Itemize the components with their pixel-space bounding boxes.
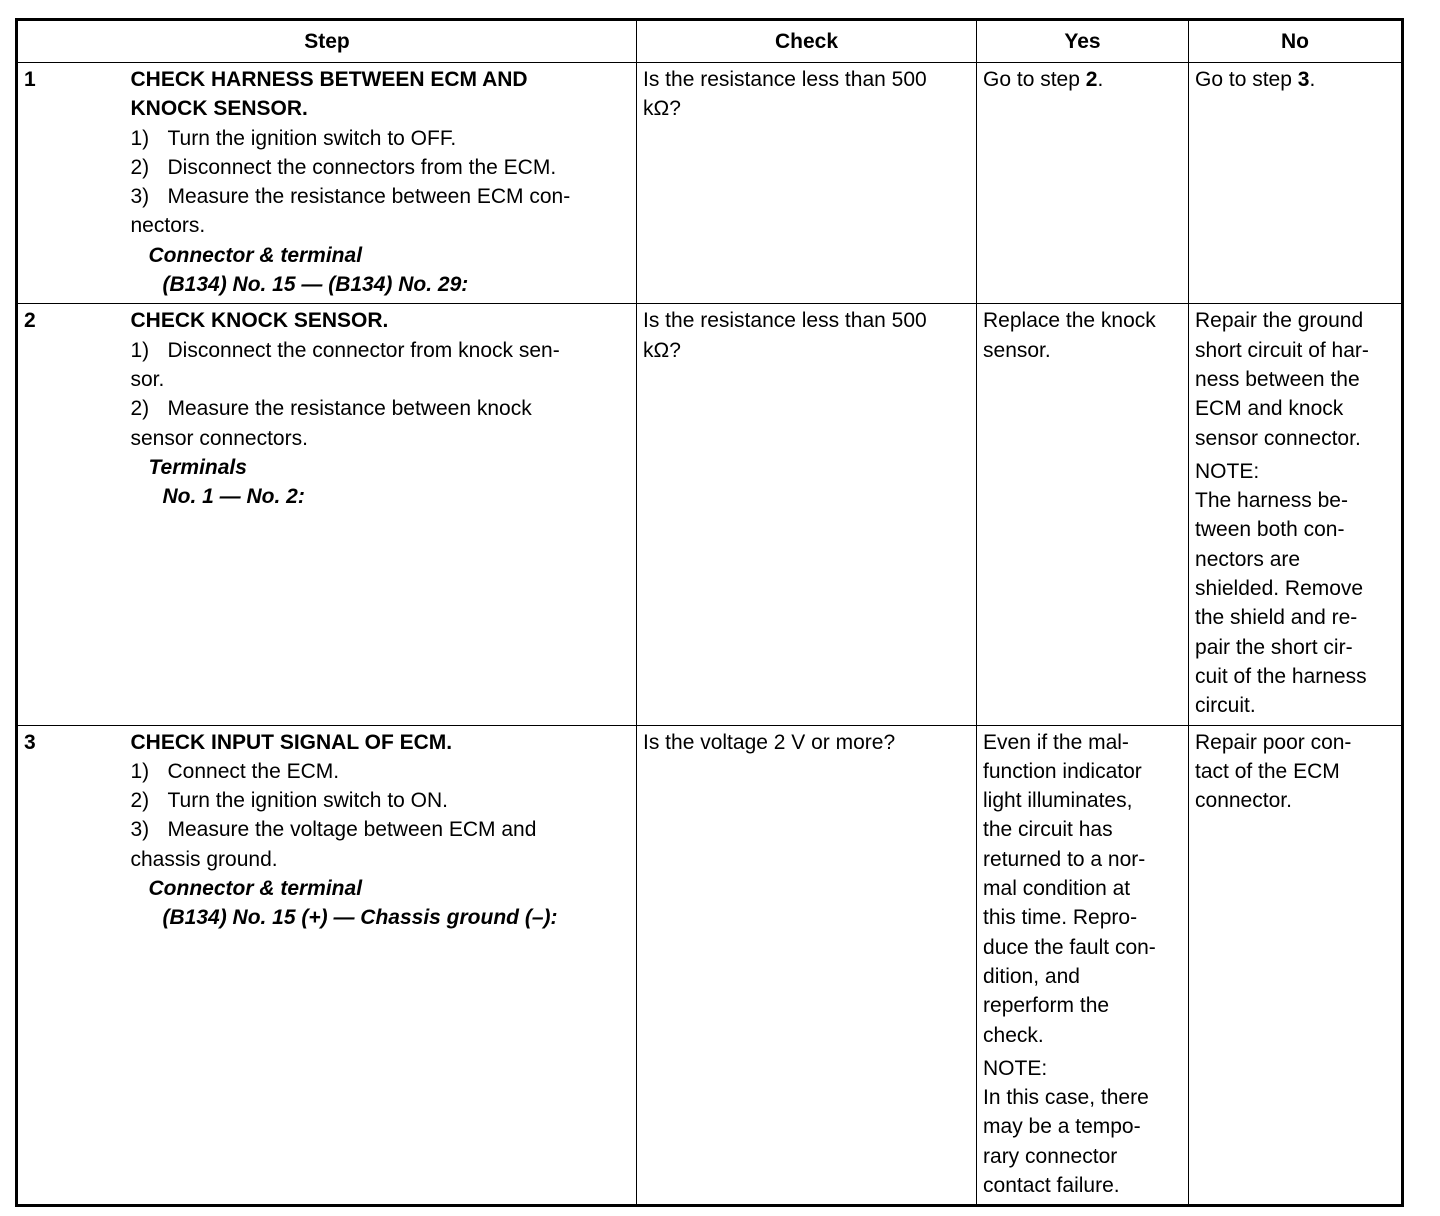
condition-label: Terminals	[148, 455, 247, 479]
step-title: CHECK HARNESS BETWEEN ECM AND	[130, 68, 528, 91]
header-check: Check	[637, 20, 977, 63]
condition-value: (B134) No. 15 (+) — Chassis ground (–):	[162, 906, 558, 930]
table-row	[17, 304, 1403, 725]
step-cell	[131, 304, 637, 725]
step-cell	[131, 63, 637, 304]
sub-step: 2) Disconnect the connectors from the ECM.	[130, 155, 557, 179]
condition-value: (B134) No. 15 — (B134) No. 29:	[162, 273, 469, 297]
sub-step-cont: sor.	[130, 367, 165, 391]
yes-cell: Go to step 2.	[977, 63, 1189, 304]
step-number: 3	[17, 725, 131, 1206]
sub-step: 3) Measure the resistance between ECM con-	[130, 185, 571, 209]
step-number: 1	[17, 63, 131, 304]
header-row	[17, 20, 1403, 63]
step-title: CHECK INPUT SIGNAL OF ECM.	[130, 730, 453, 754]
no-cell: Repair poor con- tact of the ECM connector.	[1189, 725, 1403, 1206]
note-heading: NOTE:	[1195, 459, 1260, 483]
sub-step-cont: nectors.	[130, 214, 206, 238]
table-row	[17, 63, 1403, 304]
condition-value: No. 1 — No. 2:	[162, 485, 305, 509]
note-heading: NOTE:	[983, 1056, 1048, 1080]
check-cell: Is the resistance less than 500 kΩ?	[637, 304, 977, 725]
step-title-cont: KNOCK SENSOR.	[130, 97, 308, 121]
condition-label: Connector & terminal	[148, 243, 363, 267]
sub-step: 1) Turn the ignition switch to OFF.	[130, 126, 457, 150]
yes-cell: Replace the knock sensor.	[977, 304, 1189, 725]
condition-label: Connector & terminal	[148, 877, 363, 901]
sub-step-cont: chassis ground.	[130, 847, 278, 871]
sub-step: 3) Measure the voltage between ECM and	[130, 818, 537, 842]
header-no: No	[1189, 20, 1403, 63]
diagnostic-table	[15, 18, 1404, 1207]
step-title: CHECK KNOCK SENSOR.	[130, 309, 389, 333]
yes-cell: Even if the mal- function indicator light illuminates, the circuit has returned to a nor- mal condition at this time. Repro- duce the fault con- dition, and reperform the check. NOTE: In this case, there may be a tempo- rary connector contact failure.	[977, 725, 1189, 1206]
sub-step: 2) Turn the ignition switch to ON.	[130, 789, 449, 813]
sub-step: 1) Disconnect the connector from knock sen-	[130, 338, 560, 362]
step-cell	[131, 725, 637, 1206]
check-cell: Is the voltage 2 V or more?	[637, 725, 977, 1206]
header-yes: Yes	[977, 20, 1189, 63]
check-cell: Is the resistance less than 500 kΩ?	[637, 63, 977, 304]
sub-step-cont: sensor connectors.	[130, 426, 308, 450]
sub-step: 2) Measure the resistance between knock	[130, 397, 532, 421]
header-step: Step	[17, 20, 637, 63]
no-cell: Repair the ground short circuit of har- ness between the ECM and knock sensor connector. NOTE: The harness be- tween both con- nectors are shielded. Remove the shield and re- pair the short cir- cuit of the harness circuit.	[1189, 304, 1403, 725]
no-cell: Go to step 3.	[1189, 63, 1403, 304]
sub-step: 1) Connect the ECM.	[130, 759, 340, 783]
table-row	[17, 725, 1403, 1206]
step-number: 2	[17, 304, 131, 725]
